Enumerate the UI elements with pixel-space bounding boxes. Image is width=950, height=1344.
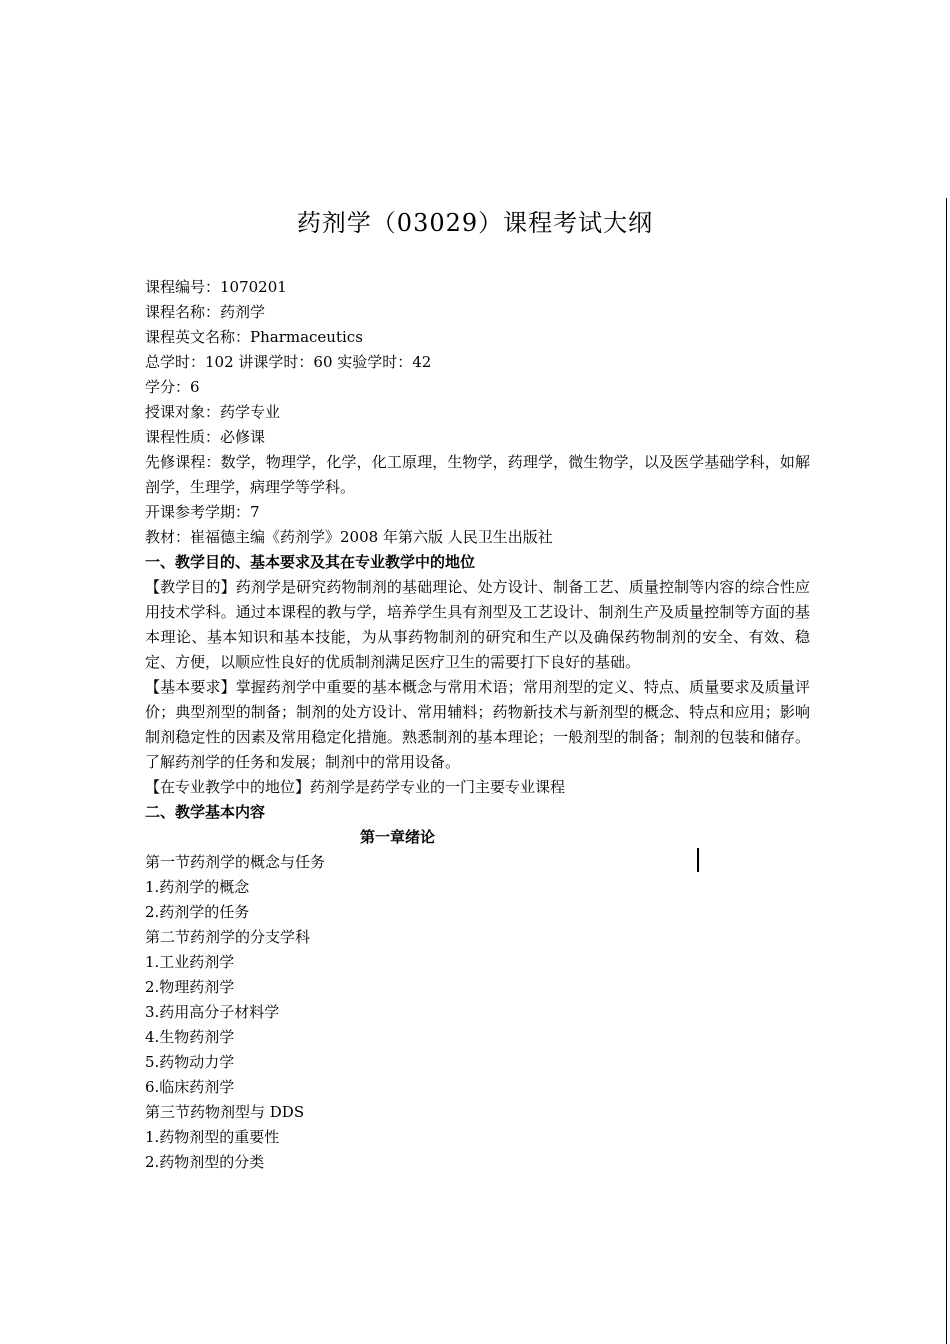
course-hours: 总学时：102 讲课学时：60 实验学时：42 — [145, 353, 432, 371]
course-textbook: 教材：崔福德主编《药剂学》2008 年第六版 人民卫生出版社 — [145, 528, 553, 546]
course-audience: 授课对象：药学专业 — [145, 403, 281, 421]
course-nature: 课程性质：必修课 — [145, 428, 266, 446]
professional-status-line: 【在专业教学中的地位】药剂学是药学专业的一门主要专业课程 — [145, 778, 566, 796]
outline-item: 第三节药物剂型与 DDS — [145, 1103, 305, 1121]
document-body — [145, 275, 810, 1175]
outline-item: 第一节药剂学的概念与任务 — [145, 853, 326, 871]
section-heading-content: 二、教学基本内容 — [145, 803, 266, 821]
outline-item: 5.药物动力学 — [145, 1053, 235, 1071]
outline-item: 1.药剂学的概念 — [145, 878, 250, 896]
outline-item: 1.工业药剂学 — [145, 953, 235, 971]
course-prerequisites: 先修课程：数学，物理学，化学，化工原理，生物学，药理学，微生物学，以及医学基础学科，如解剖学，生理学，病理学等学科。 — [145, 453, 810, 496]
course-code: 课程编号：1070201 — [145, 278, 287, 296]
course-credits: 学分：6 — [145, 378, 200, 396]
outline-item: 2.物理药剂学 — [145, 978, 235, 996]
course-semester: 开课参考学期：7 — [145, 503, 260, 521]
course-name: 课程名称：药剂学 — [145, 303, 266, 321]
teaching-purpose-paragraph: 【教学目的】药剂学是研究药物制剂的基础理论、处方设计、制备工艺、质量控制等内容的综合性应用技术学科。通过本课程的教与学，培养学生具有剂型及工艺设计、制剂生产及质量控制等方面的基本理论、基本知识和基本技能，为从事药物制剂的研究和生产以及确保药物制剂的安全、有效、稳定、方便，以顺应性良好的优质制剂满足医疗卫生的需要打下良好的基础。 — [145, 578, 810, 671]
section-heading-goals: 一、教学目的、基本要求及其在专业教学中的地位 — [145, 553, 476, 571]
outline-item: 第二节药剂学的分支学科 — [145, 928, 311, 946]
outline-item: 3.药用高分子材料学 — [145, 1003, 280, 1021]
outline-item: 2.药物剂型的分类 — [145, 1153, 265, 1171]
outline-item: 1.药物剂型的重要性 — [145, 1128, 280, 1146]
course-english-name: 课程英文名称：Pharmaceutics — [145, 328, 363, 346]
outline-item: 6.临床药剂学 — [145, 1078, 235, 1096]
page-edge-line — [946, 198, 947, 1344]
document-title: 药剂学（03029）课程考试大纲 — [296, 209, 654, 237]
basic-requirements-paragraph: 【基本要求】掌握药剂学中重要的基本概念与常用术语；常用剂型的定义、特点、质量要求及质量评价；典型剂型的制备；制剂的处方设计、常用辅料；药物新技术与新剂型的概念、特点和应用；影响制剂稳定性的因素及常用稳定化措施。熟悉制剂的基本理论；一般剂型的制备；制剂的包装和储存。了解药剂学的任务和发展；制剂中的常用设备。 — [145, 678, 810, 771]
chapter-title: 第一章绪论 — [359, 828, 435, 846]
outline-item: 2.药剂学的任务 — [145, 903, 250, 921]
outline-item: 4.生物药剂学 — [145, 1028, 235, 1046]
